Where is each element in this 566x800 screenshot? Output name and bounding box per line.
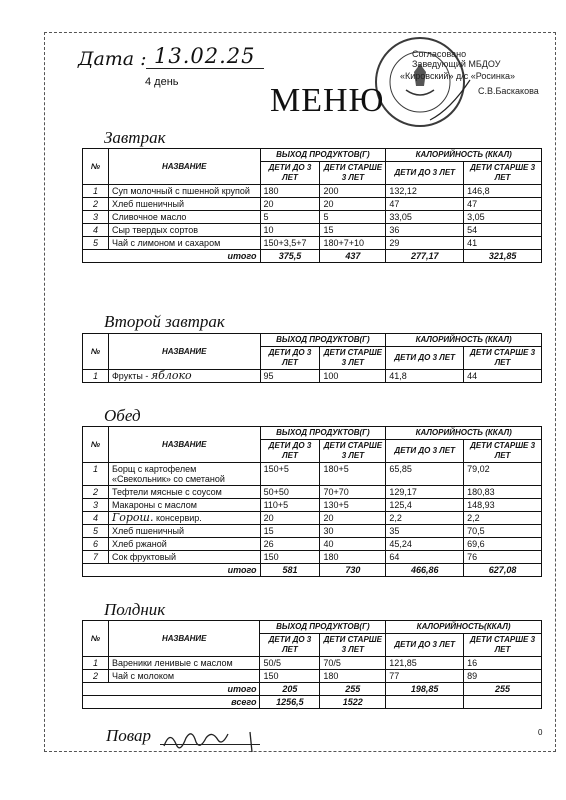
col-old: ДЕТИ СТАРШЕ 3 ЛЕТ: [320, 347, 386, 370]
grand-total-young: 1256,5: [260, 696, 320, 709]
kcal-old: 89: [464, 670, 542, 683]
grand-total-empty: [386, 696, 464, 709]
date-value: 13.02.25: [146, 44, 264, 69]
col-calories: КАЛОРИЙНОСТЬ (ККАЛ): [386, 427, 542, 440]
total-row: [83, 564, 542, 577]
table-row: [83, 538, 542, 551]
output-young: 150+3,5+7: [260, 237, 320, 250]
page-mark: 0: [538, 728, 543, 737]
dish-name: [108, 512, 260, 525]
dish-name-text: Фрукты -: [111, 371, 149, 381]
dish-name: Чай с молоком: [108, 670, 260, 683]
breakfast-title: Завтрак: [104, 128, 166, 147]
kcal-young: 41,8: [386, 370, 464, 383]
total-label: итого: [83, 683, 260, 696]
total-kcal-young: 198,85: [386, 683, 464, 696]
col-name: НАЗВАНИЕ: [108, 427, 260, 463]
kcal-young: 47: [386, 198, 464, 211]
total-kcal-old: 255: [464, 683, 542, 696]
dish-name: Хлеб пшеничный: [108, 198, 260, 211]
output-old: 100: [320, 370, 386, 383]
total-young: 581: [260, 564, 320, 577]
kcal-old: 16: [464, 657, 542, 670]
kcal-young: 65,85: [386, 463, 464, 486]
kcal-young: 33,05: [386, 211, 464, 224]
col-young: ДЕТИ ДО 3 ЛЕТ: [386, 162, 464, 185]
col-young: ДЕТИ ДО 3 ЛЕТ: [386, 634, 464, 657]
lunch-table: [82, 426, 542, 577]
kcal-old: 44: [464, 370, 542, 383]
col-old: ДЕТИ СТАРШЕ 3 ЛЕТ: [464, 634, 542, 657]
kcal-old: 180,83: [464, 486, 542, 499]
row-number: 2: [83, 198, 109, 211]
output-old: 20: [320, 512, 386, 525]
snack-table: [82, 620, 542, 709]
kcal-young: 36: [386, 224, 464, 237]
handwritten-dish: Горош.: [111, 511, 154, 524]
kcal-young: 29: [386, 237, 464, 250]
output-old: 180: [320, 670, 386, 683]
row-number: 4: [83, 512, 109, 525]
kcal-young: 125,4: [386, 499, 464, 512]
output-old: 5: [320, 211, 386, 224]
day-label: 4 день: [145, 76, 179, 88]
second-breakfast-title: Второй завтрак: [104, 312, 225, 331]
dish-name: [108, 370, 260, 383]
col-young: ДЕТИ ДО 3 ЛЕТ: [260, 440, 320, 463]
output-young: 50+50: [260, 486, 320, 499]
dish-name: Чай с лимоном и сахаром: [108, 237, 260, 250]
dish-name-text: консервир.: [155, 513, 202, 523]
total-kcal-old: 627,08: [464, 564, 542, 577]
output-old: 130+5: [320, 499, 386, 512]
grand-total-empty: [464, 696, 542, 709]
row-number: 1: [83, 370, 109, 383]
kcal-old: 47: [464, 198, 542, 211]
kcal-young: 77: [386, 670, 464, 683]
output-old: 30: [320, 525, 386, 538]
kcal-old: 54: [464, 224, 542, 237]
kcal-old: 146,8: [464, 185, 542, 198]
kcal-old: 76: [464, 551, 542, 564]
snack-title: Полдник: [104, 600, 166, 619]
grand-total-row: [83, 696, 542, 709]
col-young: ДЕТИ ДО 3 ЛЕТ: [386, 440, 464, 463]
handwritten-dish: яблоко: [150, 369, 192, 382]
row-number: 5: [83, 237, 109, 250]
output-old: 70+70: [320, 486, 386, 499]
col-calories: КАЛОРИЙНОСТЬ (ККАЛ): [386, 149, 542, 162]
table-row: [83, 185, 542, 198]
total-kcal-young: 466,86: [386, 564, 464, 577]
dish-name: Сыр твердых сортов: [108, 224, 260, 237]
output-young: 26: [260, 538, 320, 551]
col-old: ДЕТИ СТАРШЕ 3 ЛЕТ: [320, 162, 386, 185]
kcal-old: 148,93: [464, 499, 542, 512]
table-row: [83, 224, 542, 237]
output-young: 150: [260, 670, 320, 683]
kcal-young: 2,2: [386, 512, 464, 525]
table-row: [83, 198, 542, 211]
lunch-title: Обед: [104, 406, 141, 425]
kcal-young: 129,17: [386, 486, 464, 499]
output-young: 95: [260, 370, 320, 383]
col-young: ДЕТИ ДО 3 ЛЕТ: [260, 634, 320, 657]
kcal-old: 2,2: [464, 512, 542, 525]
table-row: [83, 370, 542, 383]
total-label: итого: [83, 250, 261, 263]
output-young: 20: [260, 198, 320, 211]
output-old: 20: [320, 198, 386, 211]
kcal-young: 35: [386, 525, 464, 538]
table-row: [83, 525, 542, 538]
output-old: 180: [320, 551, 386, 564]
row-number: 2: [83, 486, 109, 499]
total-kcal-young: 277,17: [386, 250, 464, 263]
output-young: 15: [260, 525, 320, 538]
col-output: ВЫХОД ПРОДУКТОВ(Г): [260, 334, 386, 347]
dish-name: Тефтели мясные с соусом: [108, 486, 260, 499]
output-young: 10: [260, 224, 320, 237]
dish-name: Сок фруктовый: [108, 551, 260, 564]
dish-name: Сливочное масло: [108, 211, 260, 224]
table-row: [83, 551, 542, 564]
kcal-young: 121,85: [386, 657, 464, 670]
approve-line-2: Заведующий МБДОУ: [412, 59, 501, 69]
breakfast-table: [82, 148, 542, 263]
output-old: 180+5: [320, 463, 386, 486]
approve-line-1: Согласовано: [412, 49, 467, 59]
col-no: №: [83, 621, 109, 657]
kcal-old: 70,5: [464, 525, 542, 538]
handwritten-signature-icon: [160, 728, 270, 754]
row-number: 1: [83, 185, 109, 198]
total-young: 375,5: [260, 250, 320, 263]
col-no: №: [83, 427, 109, 463]
total-young: 205: [260, 683, 320, 696]
col-calories: КАЛОРИЙНОСТЬ(ККАЛ): [386, 621, 542, 634]
output-young: 150+5: [260, 463, 320, 486]
kcal-old: 41: [464, 237, 542, 250]
row-number: 2: [83, 670, 109, 683]
col-output: ВЫХОД ПРОДУКТОВ(Г): [260, 427, 386, 440]
total-label: итого: [83, 564, 261, 577]
table-row: [83, 499, 542, 512]
row-number: 3: [83, 211, 109, 224]
second-breakfast-table: [82, 333, 542, 383]
output-old: 200: [320, 185, 386, 198]
col-old: ДЕТИ СТАРШЕ 3 ЛЕТ: [320, 634, 386, 657]
approve-line-4: С.В.Баскакова: [478, 86, 539, 96]
col-old: ДЕТИ СТАРШЕ 3 ЛЕТ: [464, 162, 542, 185]
col-no: №: [83, 149, 109, 185]
output-young: 20: [260, 512, 320, 525]
col-calories: КАЛОРИЙНОСТЬ (ККАЛ): [386, 334, 542, 347]
total-row: [83, 683, 542, 696]
row-number: 5: [83, 525, 109, 538]
round-stamp-icon: [370, 30, 476, 148]
col-name: НАЗВАНИЕ: [108, 149, 260, 185]
table-row: [83, 486, 542, 499]
table-row: [83, 237, 542, 250]
col-young: ДЕТИ ДО 3 ЛЕТ: [260, 347, 320, 370]
row-number: 1: [83, 463, 109, 486]
total-row: [83, 250, 542, 263]
date-label: Дата :: [78, 48, 147, 70]
menu-title: МЕНЮ: [270, 82, 385, 119]
table-row: [83, 512, 542, 525]
kcal-old: 79,02: [464, 463, 542, 486]
col-young: ДЕТИ ДО 3 ЛЕТ: [260, 162, 320, 185]
col-name: НАЗВАНИЕ: [108, 334, 260, 370]
row-number: 7: [83, 551, 109, 564]
cook-label: Повар: [106, 726, 152, 745]
dish-name: Борщ с картофелем «Свекольник» со сметаной: [108, 463, 260, 486]
kcal-young: 132,12: [386, 185, 464, 198]
kcal-young: 45,24: [386, 538, 464, 551]
table-row: [83, 657, 542, 670]
output-old: 180+7+10: [320, 237, 386, 250]
output-young: 110+5: [260, 499, 320, 512]
col-old: ДЕТИ СТАРШЕ 3 ЛЕТ: [464, 440, 542, 463]
dish-name: Хлеб ржаной: [108, 538, 260, 551]
col-old: ДЕТИ СТАРШЕ 3 ЛЕТ: [320, 440, 386, 463]
kcal-old: 3,05: [464, 211, 542, 224]
col-old: ДЕТИ СТАРШЕ 3 ЛЕТ: [464, 347, 542, 370]
output-old: 15: [320, 224, 386, 237]
output-old: 70/5: [320, 657, 386, 670]
total-old: 255: [320, 683, 386, 696]
output-young: 50/5: [260, 657, 320, 670]
row-number: 1: [83, 657, 109, 670]
row-number: 3: [83, 499, 109, 512]
col-output: ВЫХОД ПРОДУКТОВ(Г): [260, 149, 386, 162]
output-young: 180: [260, 185, 320, 198]
col-young: ДЕТИ ДО 3 ЛЕТ: [386, 347, 464, 370]
col-no: №: [83, 334, 109, 370]
output-young: 5: [260, 211, 320, 224]
col-name: НАЗВАНИЕ: [108, 621, 260, 657]
dish-name: Суп молочный с пшенной крупой: [108, 185, 260, 198]
total-old: 730: [320, 564, 386, 577]
kcal-young: 64: [386, 551, 464, 564]
kcal-old: 69,6: [464, 538, 542, 551]
row-number: 6: [83, 538, 109, 551]
grand-total-old: 1522: [320, 696, 386, 709]
row-number: 4: [83, 224, 109, 237]
dish-name: Вареники ленивые с маслом: [108, 657, 260, 670]
total-kcal-old: 321,85: [464, 250, 542, 263]
output-young: 150: [260, 551, 320, 564]
table-row: [83, 670, 542, 683]
table-row: [83, 463, 542, 486]
col-output: ВЫХОД ПРОДУКТОВ(Г): [260, 621, 386, 634]
total-old: 437: [320, 250, 386, 263]
grand-total-label: всего: [83, 696, 260, 709]
dish-name: Макароны с маслом: [108, 499, 260, 512]
table-row: [83, 211, 542, 224]
output-old: 40: [320, 538, 386, 551]
approve-line-3: «Кировский» д/с «Росинка»: [400, 71, 515, 81]
dish-name: Хлеб пшеничный: [108, 525, 260, 538]
